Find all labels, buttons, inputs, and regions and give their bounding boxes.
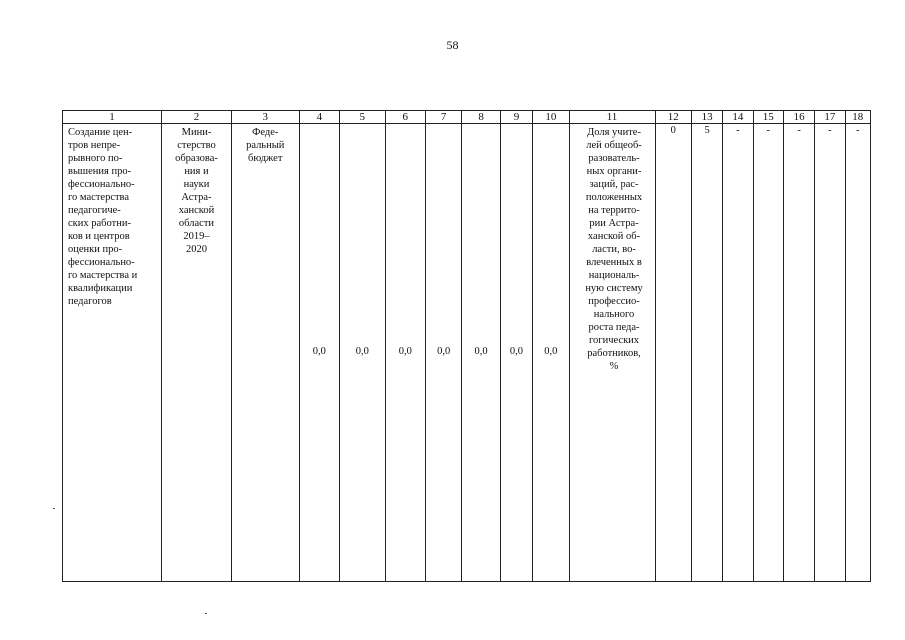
text-line: области (178, 218, 215, 229)
value-text: 0,0 (398, 346, 412, 357)
column-number: 12 (655, 111, 691, 124)
value-text: 0,0 (544, 346, 558, 357)
column-number: 3 (231, 111, 299, 124)
text-line: ную систему (585, 283, 643, 294)
text-line: работников, (587, 348, 641, 359)
text-line: заций, рас- (589, 179, 639, 190)
value-cell (385, 124, 425, 582)
text-line: 2019– (183, 231, 210, 242)
text-line: ных органи- (586, 166, 642, 177)
text-line: ских работни- (68, 218, 131, 229)
text-line: рывного по- (68, 153, 123, 164)
text-line: ласти, во- (592, 244, 636, 255)
text-line: Доля учите- (587, 127, 641, 138)
text-line: квалификации (68, 283, 133, 294)
text-line: бюджет (248, 153, 283, 164)
text-line: го мастерства и (68, 270, 138, 281)
text-line: ральный (246, 140, 285, 151)
year-value-cell: - (753, 124, 783, 582)
column-number: 13 (691, 111, 722, 124)
value-cell (340, 124, 386, 582)
text-line: 2020 (185, 244, 207, 255)
text-line: ния и (184, 166, 209, 177)
column-number: 6 (385, 111, 425, 124)
text-line: образова- (175, 153, 218, 164)
column-number: 18 (845, 111, 870, 124)
text-line: фессионально- (68, 257, 135, 268)
text-line: Мини- (181, 127, 212, 138)
value-cell (425, 124, 461, 582)
column-number: 17 (815, 111, 845, 124)
value-text: 0,0 (474, 346, 488, 357)
column-number: 1 (63, 111, 162, 124)
scan-speck (205, 613, 207, 614)
text-line: положенных (585, 192, 643, 203)
column-number: 10 (533, 111, 569, 124)
text-line: Астра- (181, 192, 212, 203)
column-number: 4 (299, 111, 339, 124)
budget-table (62, 110, 871, 582)
value-text: 0,0 (355, 346, 369, 357)
column-number: 14 (723, 111, 753, 124)
table-row (63, 124, 871, 582)
text-line: педагогов (68, 296, 112, 307)
text-line: % (609, 361, 619, 372)
value-text: 0,0 (509, 346, 524, 357)
column-number: 9 (500, 111, 532, 124)
year-value-cell: - (845, 124, 870, 582)
column-number: 2 (162, 111, 232, 124)
value-cell (462, 124, 500, 582)
text-line: вышения про- (68, 166, 132, 177)
text-line: на террито- (588, 205, 640, 216)
text-line: науки (183, 179, 210, 190)
text-line: ханской (178, 205, 215, 216)
value-text: 0,0 (437, 346, 451, 357)
text-line: Создание цен- (68, 127, 133, 138)
text-line: ханской об- (587, 231, 641, 242)
indicator-cell (569, 124, 655, 582)
year-value-cell: - (783, 124, 814, 582)
value-cell (533, 124, 569, 582)
text-line: Феде- (252, 127, 279, 138)
page-number: 58 (446, 38, 459, 52)
year-value-cell: - (815, 124, 845, 582)
text-line: нального (593, 309, 635, 320)
column-number: 8 (462, 111, 500, 124)
text-line: лей общеоб- (586, 140, 642, 151)
executor-cell (162, 124, 232, 582)
column-number: 5 (340, 111, 386, 124)
scan-speck (53, 508, 55, 509)
text-line: стерство (177, 140, 216, 151)
column-number: 7 (425, 111, 461, 124)
text-line: фессионально- (68, 179, 135, 190)
year-value-cell: 0 (655, 124, 691, 582)
year-value-cell: 5 (691, 124, 722, 582)
column-number: 11 (569, 111, 655, 124)
activity-name-cell (63, 124, 162, 582)
text-line: профессио- (588, 296, 640, 307)
text-line: педагогиче- (68, 205, 121, 216)
column-number: 16 (783, 111, 814, 124)
value-cell (500, 124, 532, 582)
column-number: 15 (753, 111, 783, 124)
text-line: роста педа- (588, 322, 640, 333)
text-line: го мастерства (68, 192, 130, 203)
text-line: разователь- (588, 153, 640, 164)
text-line: влеченных в (586, 257, 642, 268)
text-line: рии Астра- (589, 218, 639, 229)
value-text: 0,0 (312, 346, 326, 357)
text-line: националь- (588, 270, 640, 281)
text-line: оценки про- (68, 244, 123, 255)
column-number-row (63, 111, 871, 124)
year-value-cell: - (723, 124, 753, 582)
funding-source-cell (231, 124, 299, 582)
text-line: ков и центров (68, 231, 130, 242)
text-line: тров непре- (68, 140, 121, 151)
value-cell (299, 124, 339, 582)
text-line: гогических (588, 335, 640, 346)
